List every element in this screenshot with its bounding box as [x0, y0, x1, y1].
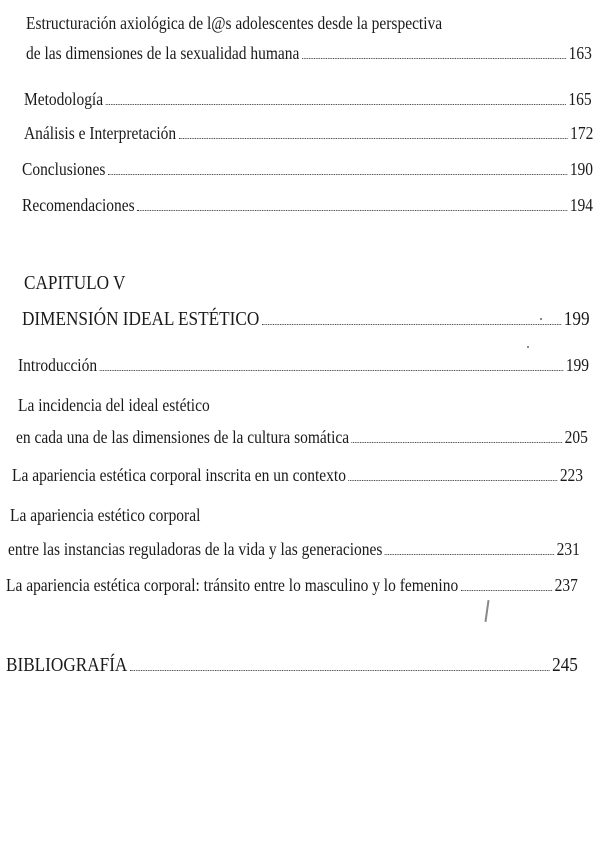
toc-page-number: 199	[563, 308, 590, 330]
toc-entry-text: Introducción	[18, 355, 98, 375]
toc-entry	[24, 114, 593, 144]
toc-entry-text: de las dimensiones de la sexualidad humana	[26, 43, 300, 63]
chapter-title-entry	[22, 300, 590, 330]
toc-page-number: 190	[569, 159, 594, 179]
toc-page-number: 165	[568, 89, 592, 109]
toc-entry-text: en cada una de las dimensiones de la cultura somática	[16, 427, 350, 447]
dot-leader	[352, 442, 562, 443]
toc-entry-text: Metodología	[24, 89, 104, 109]
chapter-number: CAPITULO V	[24, 272, 126, 294]
dot-leader	[179, 138, 568, 139]
toc-entry	[8, 530, 580, 560]
toc-page-number: 194	[569, 195, 594, 215]
dot-leader	[262, 324, 561, 325]
toc-entry	[16, 418, 588, 448]
dot-leader	[108, 174, 567, 175]
toc-entry	[18, 346, 589, 376]
toc-entry-text: Conclusiones	[22, 159, 106, 179]
dot-leader	[106, 104, 566, 105]
dot-leader	[385, 554, 554, 555]
chapter-title: DIMENSIÓN IDEAL ESTÉTICO	[22, 308, 260, 330]
dot-leader	[461, 590, 552, 591]
scan-speck	[527, 346, 529, 348]
bibliography-title: BIBLIOGRAFÍA	[6, 654, 128, 676]
toc-entry-text: Estructuración axiológica de l@s adolescentes desde la perspectiva	[26, 13, 443, 33]
toc-page-number: 205	[564, 427, 588, 447]
toc-page-number: 223	[559, 465, 584, 485]
toc-page-number: 172	[570, 123, 594, 143]
toc-entry-text: entre las instancias reguladoras de la vida y las generaciones	[8, 539, 383, 559]
toc-entry	[6, 566, 578, 596]
dot-leader	[130, 670, 550, 671]
dot-leader	[349, 480, 558, 481]
toc-entry-text: La apariencia estético corporal	[10, 505, 201, 525]
bibliography-entry	[6, 646, 578, 676]
toc-page-number: 237	[554, 575, 578, 595]
toc-entry-text: La apariencia estética corporal: tránsito entre lo masculino y lo femenino	[6, 575, 459, 595]
toc-entry	[12, 456, 583, 486]
dot-leader	[100, 370, 564, 371]
toc-entry-continuation-heading	[26, 4, 473, 34]
toc-page-number: 245	[552, 654, 578, 676]
toc-entry	[26, 34, 592, 64]
toc-entry-text: La apariencia estética corporal inscrita en un contexto	[12, 465, 346, 485]
chapter-heading	[24, 264, 282, 294]
toc-page-number: 199	[565, 355, 590, 375]
toc-page-number: 163	[568, 43, 592, 63]
toc-entry-first-line	[18, 386, 362, 416]
dot-leader	[137, 210, 567, 211]
toc-entry-text: La incidencia del ideal estético	[18, 395, 210, 415]
toc-page-number: 231	[556, 539, 580, 559]
toc-entry	[24, 80, 592, 110]
scan-mark	[484, 600, 489, 622]
toc-entry-text: Análisis e Interpretación	[24, 123, 177, 143]
scan-speck	[540, 318, 542, 320]
toc-entry	[22, 150, 593, 180]
toc-entry-first-line	[10, 496, 354, 526]
dot-leader	[302, 58, 566, 59]
toc-entry	[22, 186, 593, 216]
toc-entry-text: Recomendaciones	[22, 195, 135, 215]
